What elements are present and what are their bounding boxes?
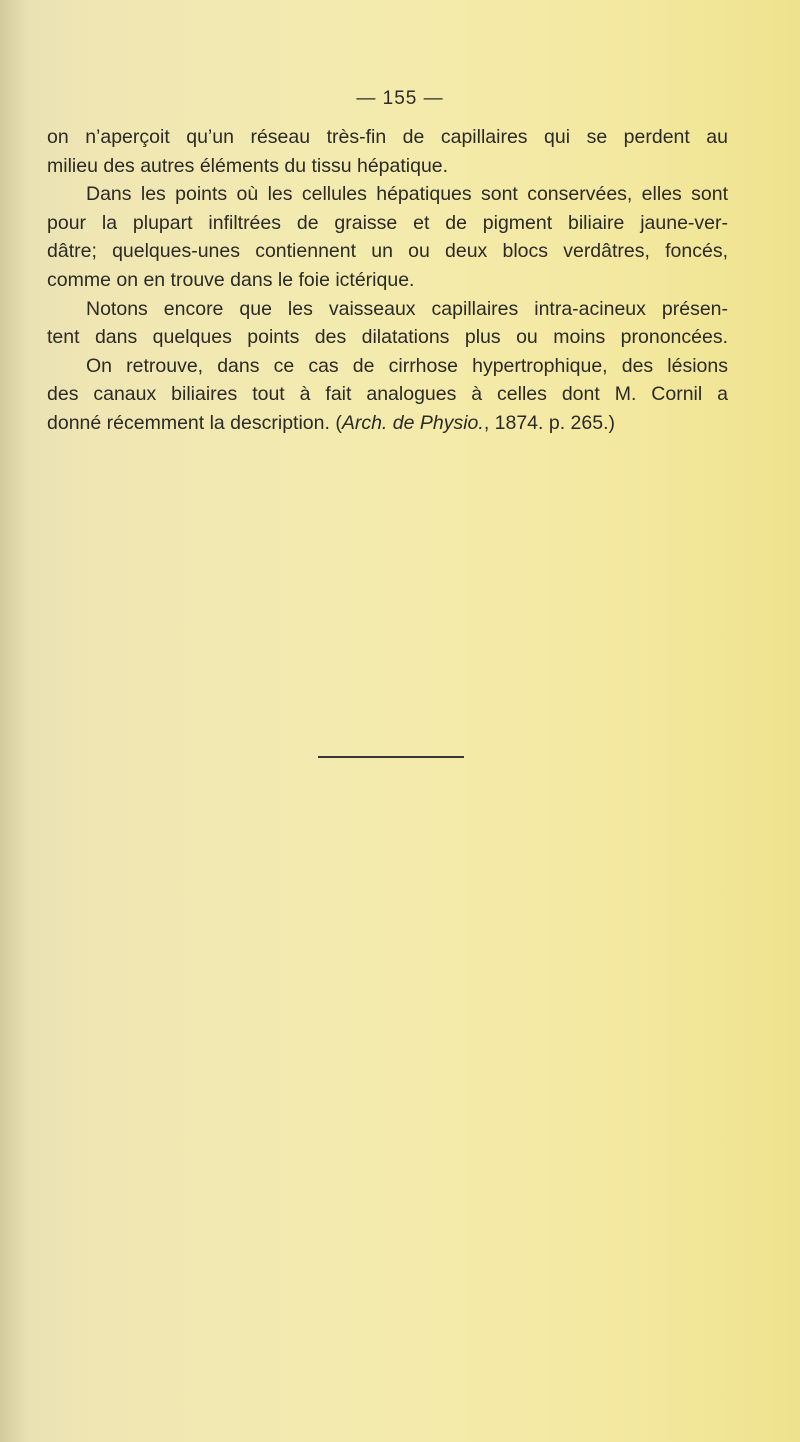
text-line: Notons encore que les vaisseaux capillaires intra-acineux présen-: [86, 297, 728, 320]
text-line: pour la plupart infiltrées de graisse et de pigment biliaire jaune-ver-: [47, 211, 728, 234]
text-line: des canaux biliaires tout à fait analogues à celles dont M. Cornil a: [47, 383, 728, 406]
text-line: dâtre; quelques-unes contiennent un ou deux blocs verdâtres, foncés,: [47, 240, 728, 263]
page-number: — 155 —: [356, 88, 444, 109]
body-text: [47, 123, 728, 438]
reference-suffix: , 1874. p. 265.): [483, 411, 615, 434]
text-line: Dans les points où les cellules hépatiques sont conservées, elles sont: [86, 183, 728, 206]
text-line: milieu des autres éléments du tissu hépatique.: [47, 154, 449, 177]
text-line: comme on en trouve dans le foie ictérique.: [47, 268, 415, 291]
reference-prefix: donné récemment la description. (: [47, 411, 342, 434]
text-line: tent dans quelques points des dilatations plus ou moins prononcées.: [47, 326, 728, 349]
text-line: on n’aperçoit qu’un réseau très-fin de capillaires qui se perdent au: [47, 126, 728, 148]
section-divider-rule: [318, 756, 464, 758]
text-line: On retrouve, dans ce cas de cirrhose hypertrophique, des lésions: [86, 354, 728, 377]
reference-journal: Arch. de Physio.: [341, 411, 484, 434]
text-line-reference: [47, 409, 728, 438]
